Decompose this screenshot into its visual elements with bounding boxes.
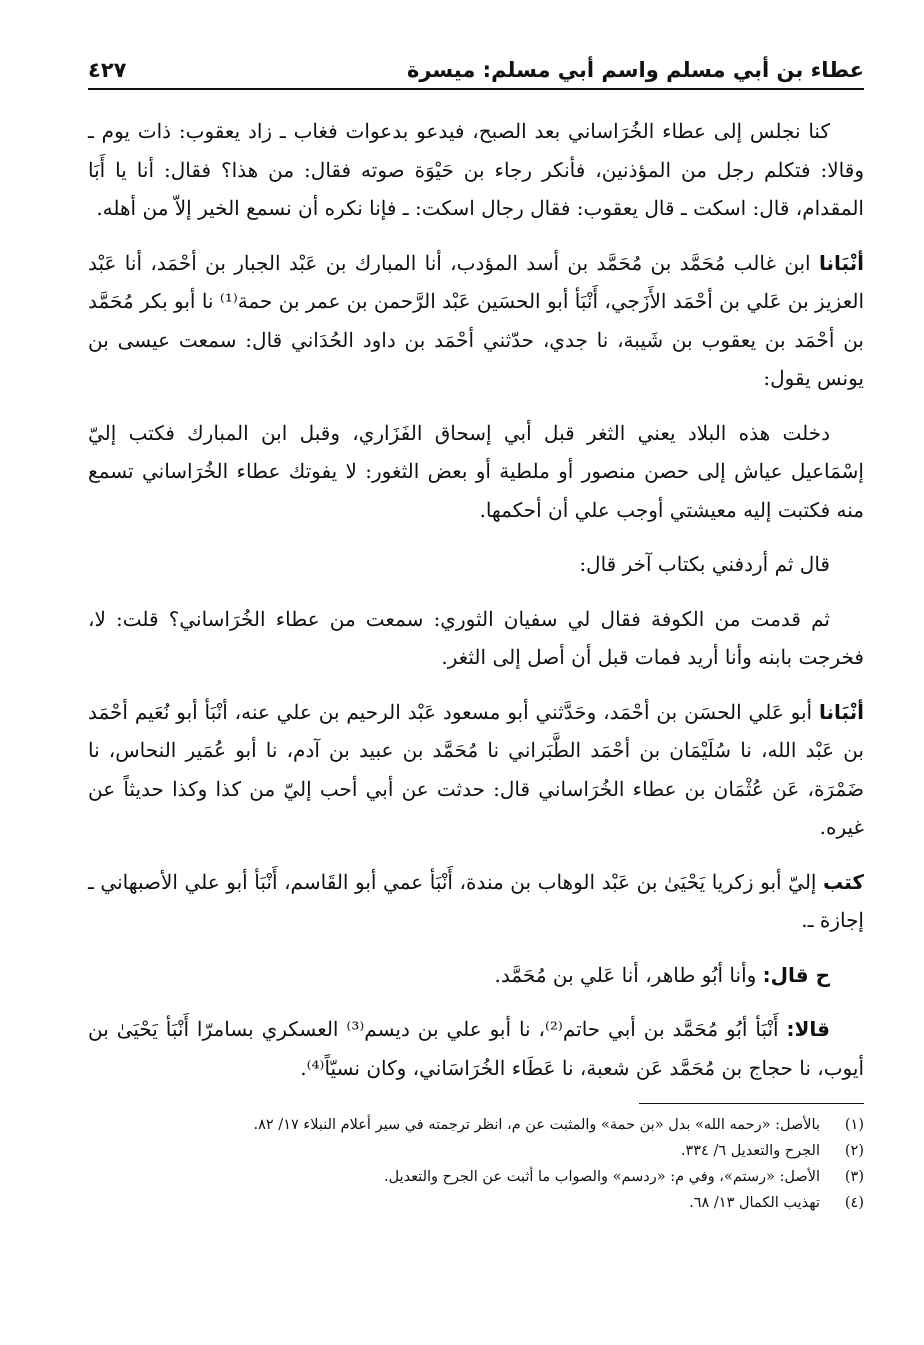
paragraph-text: قال ثم أردفني بكتاب آخر قال: [579,552,830,576]
footnote-number: (٢) [844,1143,864,1159]
footnotes [88,1112,864,1216]
paragraph [88,956,864,995]
footnote [88,1138,864,1164]
paragraph-text: وأنا أبُو طاهر، أنا عَلي بن مُحَمَّد. [494,962,757,987]
footnote-number: (١) [844,1117,864,1133]
paragraph-text: إليّ أبو زكريا يَحْيَىٰ بن عَبْد الوهاب بن مندة، أَنْبَأ عمي أبو القَاسم، أَنْبَأ أبو علي الأصبهاني ـ إجازة ـ. [88,869,864,932]
paragraph [88,545,864,584]
paragraph [88,244,864,398]
paragraph-text: أبو عَلي الحسَن بن أحْمَد، وحَدَّثني أبو مسعود عَبْد الرحيم بن علي عنه، أنْبَأ أبو نُعَيم أحْمَد بن عَبْد الله، نا سُلَيْمَان بن أحْمَد الطَّبَراني نا مُحَمَّد بن عبيد بن آدم، نا أبو عُمَير النحاس، نا ضَمْرَة، عَن عُثْمَان بن عطاء الخُرَاساني قال: حدثت عن أبي أحب إليّ من كذا وكذا حديثاً عن غيره. [88,699,864,839]
footnote [88,1190,864,1216]
page [88,58,864,1216]
paragraph-text: ثم قدمت من الكوفة فقال لي سفيان الثوري: سمعت من عطاء الخُرَاساني؟ قلت: لا، فخرجت بابنه وأنا أريد فمات قبل أن أصل إلى الثغر. [88,606,864,669]
main-text [88,112,864,1087]
footnote-number: (٤) [844,1195,864,1211]
paragraph [88,600,864,677]
paragraph-text: ابن غالب مُحَمَّد بن مُحَمَّد بن أسد المؤدب، أنا المبارك بن عَبْد الجبار بن أحْمَد، أنا عَبْد العزيز بن عَلي بن أحْمَد الأَزَجي، أَنْبَأ أبو الحسَين عَبْد الرَّحمن بن عمر بن حمة⁽¹⁾ نا أبو بكر مُحَمَّد بن أحْمَد بن يعقوب بن شَيبة، نا جدي، حدّثني أحْمَد بن داود الحُدَاني قال: سمعت عيسى بن يونس يقول: [87,250,864,390]
page-number: ٤٢٧ [88,58,127,82]
footnote-text: الأصل: «رستم»، وفي م: «ردسم» والصواب ما أثبت عن الجرح والتعديل. [383,1169,820,1185]
footnote [88,1112,864,1138]
paragraph [88,1010,864,1087]
paragraph-text: دخلت هذه البلاد يعني الثغر قبل أبي إسحاق الفَزَاري، وقبل ابن المبارك فكتب إليّ إسْمَاعيل عياش إلى حصن منصور أو ملطية أو بعض الثغور: لا يفوتك عطاء الخُرَاساني تسمع منه فكتبت إليه معيشتي أوجب علي أن أحكمها. [88,420,864,522]
footnote-text: الجرح والتعديل ٦/ ٣٣٤. [680,1143,820,1159]
paragraph-lead: أنْبَانا [818,699,865,724]
footnote-divider [639,1103,864,1104]
paragraph [88,863,864,940]
footnote-text: تهذيب الكمال ١٣/ ٦٨. [689,1195,820,1211]
paragraph [88,414,864,530]
paragraph-lead: ح قال: [762,962,830,987]
footnote [88,1164,864,1190]
paragraph-lead: قالا: [786,1017,831,1041]
paragraph-lead: أنْبَانا [818,250,864,275]
paragraph-text: أَنْبَأ أبُو مُحَمَّد بن أبي حاتم⁽²⁾، نا أبو علي بن ديسم⁽³⁾ العسكري بسامرّا أَنْبَأ يَحْيَىٰ بن أيوب، نا حجاج بن مُحَمَّد عَن شعبة، نا عَطَاء الخُرَاسَاني، وكان نسيّاً⁽⁴⁾. [88,1017,864,1080]
paragraph [88,693,864,847]
footnote-text: بالأصل: «رحمه الله» بدل «بن حمة» والمثبت عن م، انظر ترجمته في سير أعلام النبلاء ١٧/ ٨٢. [253,1117,820,1133]
footnote-number: (٣) [844,1169,864,1185]
paragraph-text: كنا نجلس إلى عطاء الخُرَاساني بعد الصبح، فيدعو بدعوات فغاب ـ زاد يعقوب: ذات يوم ـ وقالا: فتكلم رجل من المؤذنين، فأنكر رجاء بن حَيْوَة صوته فقال: من هذا؟ فقال: أنا يا أَبَا المقدام، قال: اسكت ـ قال يعقوب: فقال رجال اسكت: ـ فإنا نكره أن نسمع الخير إلاّ من أهله. [88,119,864,220]
running-header [88,58,864,90]
paragraph [88,112,864,228]
header-title: عطاء بن أبي مسلم واسم أبي مسلم: ميسرة [406,58,864,82]
paragraph-lead: كتب [823,869,865,894]
